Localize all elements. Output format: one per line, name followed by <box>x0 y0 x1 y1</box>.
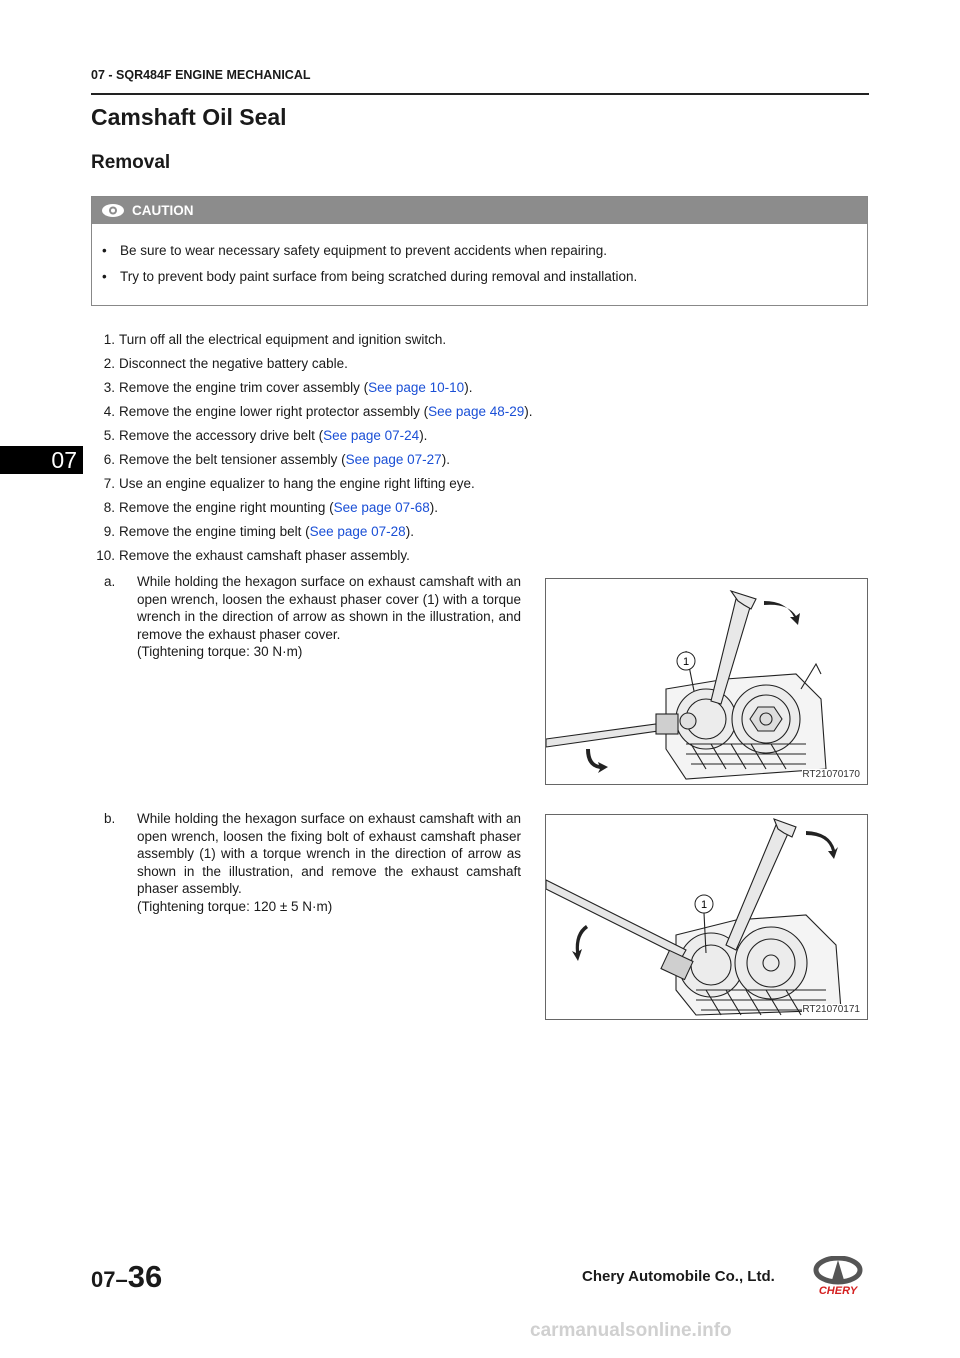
chery-logo-icon <box>803 1256 873 1296</box>
step-item: 1. Turn off all the electrical equipment and ignition switch. <box>103 332 447 347</box>
header-title: 07 - SQR484F ENGINE MECHANICAL <box>91 68 311 82</box>
figure-exhaust-phaser-cover <box>545 578 868 785</box>
step-item: 9. Remove the engine timing belt (See page 07-28). <box>103 524 414 539</box>
step-item: 10. Remove the exhaust camshaft phaser assembly. <box>96 548 410 563</box>
figure-id: RT21070171 <box>802 1004 860 1015</box>
see-page-link[interactable]: See page 07-28 <box>309 524 406 539</box>
step-item: 3. Remove the engine trim cover assembly (See page 10-10). <box>103 380 473 395</box>
svg-text:CHERY: CHERY <box>818 1285 858 1296</box>
callout-number: 1 <box>682 656 690 668</box>
page-title: Camshaft Oil Seal <box>91 104 287 130</box>
header-rule <box>91 93 869 95</box>
eye-icon <box>101 203 125 218</box>
step-item: 7. Use an engine equalizer to hang the engine right lifting eye. <box>103 476 475 491</box>
engine-illustration-1 <box>546 579 867 784</box>
torque-spec: (Tightening torque: 30 N·m) <box>137 644 303 659</box>
footer-page-number: 07–36 <box>91 1259 163 1294</box>
callout-number: 1 <box>700 899 708 911</box>
figure-exhaust-camshaft-phaser <box>545 814 868 1020</box>
substep-a: a. While holding the hexagon surface on exhaust camshaft with an open wrench, loosen the exhaust phaser cover (1) with a torque wrench in the direction of arrow as shown in the illustration, and remove the exhaust phaser cover. (Tightening torque: 30 N·m) <box>104 574 521 659</box>
see-page-link[interactable]: See page 07-24 <box>323 428 420 443</box>
watermark-text: carmanualsonline.info <box>530 1320 732 1341</box>
step-item: 2. Disconnect the negative battery cable. <box>103 356 348 371</box>
see-page-link[interactable]: See page 10-10 <box>368 380 465 395</box>
step-item: 6. Remove the belt tensioner assembly (See page 07-27). <box>103 452 450 467</box>
figure-id: RT21070170 <box>802 769 860 780</box>
caution-header <box>92 197 867 224</box>
footer-company: Chery Automobile Co., Ltd. <box>582 1268 775 1285</box>
step-item: 8. Remove the engine right mounting (See page 07-68). <box>103 500 438 515</box>
see-page-link[interactable]: See page 07-68 <box>333 500 430 515</box>
caution-label: CAUTION <box>132 203 194 218</box>
substep-b: b. While holding the hexagon surface on exhaust camshaft with an open wrench, loosen the fixing bolt of exhaust camshaft phaser assembly (1) with a torque wrench in the direction of arrow as shown in the illustration, and remove the exhaust camshaft phaser assembly. (Tightening torque: 120 ± 5 N·m) <box>104 811 521 914</box>
caution-item: • Try to prevent body paint surface from being scratched during removal and installation. <box>102 269 638 284</box>
step-item: 5. Remove the accessory drive belt (See page 07-24). <box>103 428 428 443</box>
engine-illustration-2 <box>546 815 867 1019</box>
see-page-link[interactable]: See page 07-27 <box>345 452 442 467</box>
section-title: Removal <box>91 152 171 173</box>
caution-item: • Be sure to wear necessary safety equipment to prevent accidents when repairing. <box>102 243 608 258</box>
chapter-side-tab: 07 <box>0 446 83 474</box>
step-item: 4. Remove the engine lower right protector assembly (See page 48-29). <box>103 404 533 419</box>
see-page-link[interactable]: See page 48-29 <box>428 404 525 419</box>
torque-spec: (Tightening torque: 120 ± 5 N·m) <box>137 898 333 914</box>
caution-box <box>91 196 868 306</box>
